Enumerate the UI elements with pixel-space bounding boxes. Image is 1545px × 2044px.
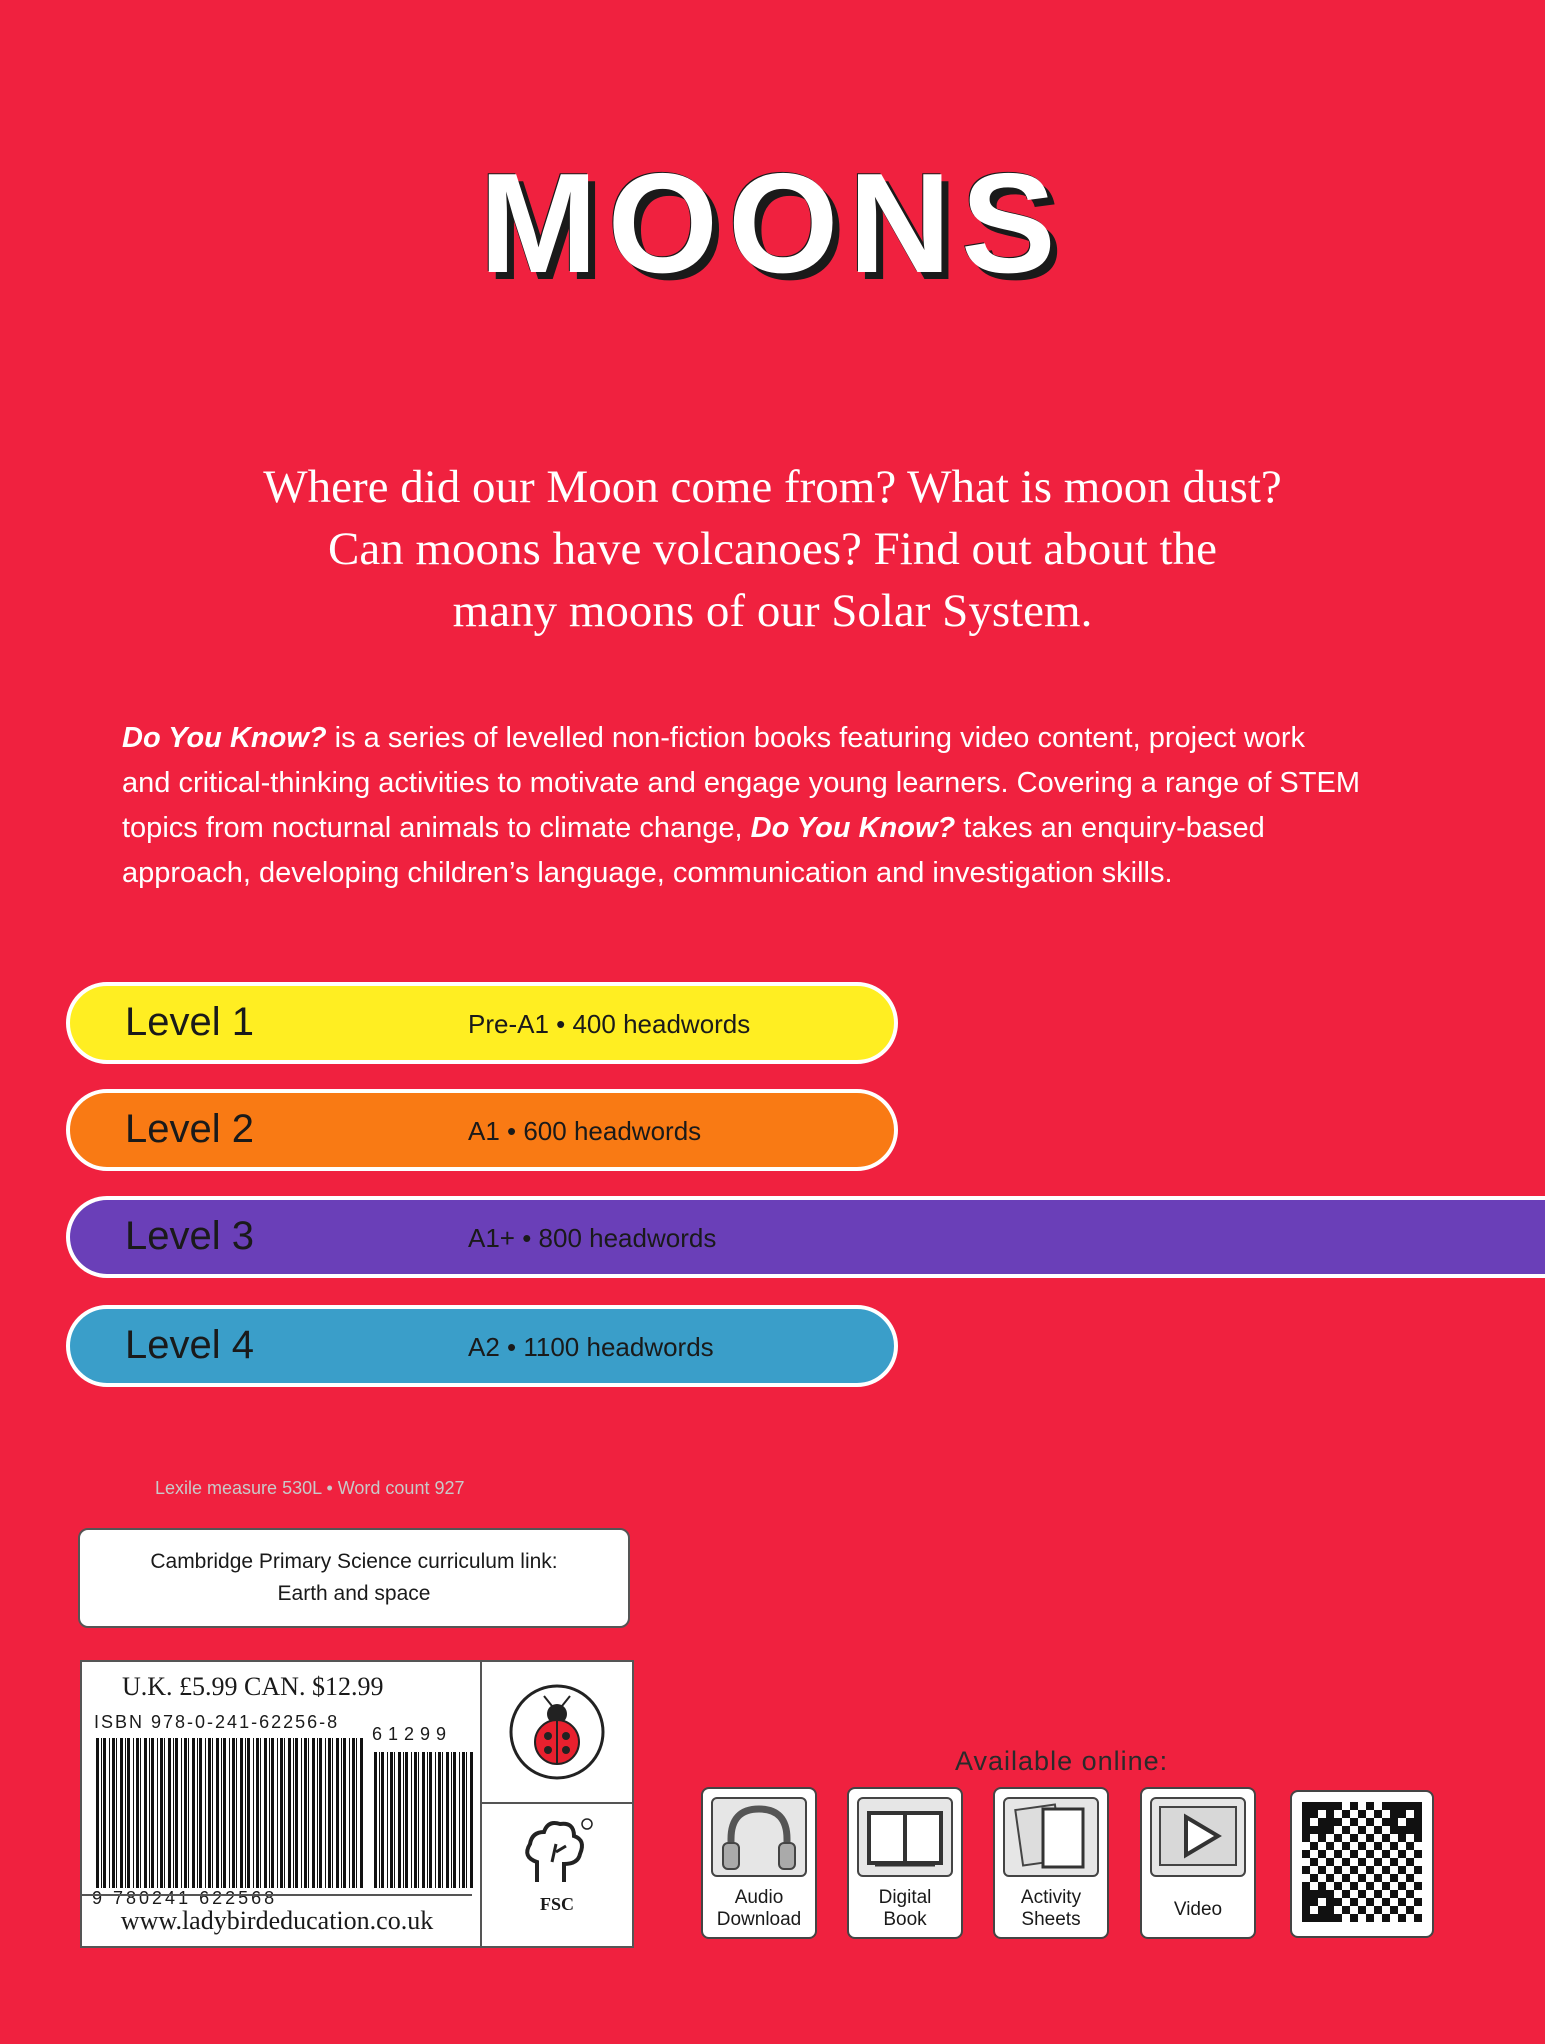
level-info: A1 • 600 headwords — [468, 1116, 702, 1146]
qr-module — [1350, 1850, 1358, 1858]
barcode-bar — [336, 1738, 339, 1888]
barcode-icon — [96, 1738, 364, 1888]
barcode-bar — [429, 1752, 432, 1888]
qr-module — [1350, 1818, 1358, 1826]
qr-module — [1374, 1890, 1382, 1898]
qr-module — [1310, 1842, 1318, 1850]
qr-module — [1398, 1834, 1406, 1842]
qr-module — [1334, 1898, 1342, 1906]
barcode-bar — [422, 1752, 425, 1888]
price: U.K. £5.99 CAN. $12.99 — [122, 1672, 384, 1701]
barcode-bar — [271, 1738, 274, 1888]
series-text: is a series of levelled non-fiction books featuring video content, project work — [326, 722, 1306, 754]
video-button[interactable] — [1140, 1787, 1256, 1939]
barcode-bar — [140, 1738, 141, 1888]
level-bar-3 — [66, 1196, 1545, 1278]
qr-module — [1302, 1866, 1310, 1874]
barcode-box — [80, 1660, 634, 1948]
qr-module — [1318, 1850, 1326, 1858]
qr-module — [1374, 1826, 1382, 1834]
barcode-bar — [116, 1738, 117, 1888]
barcode-bar — [304, 1738, 307, 1888]
sheets-icon — [1003, 1797, 1099, 1877]
qr-module — [1382, 1866, 1390, 1874]
qr-module — [1406, 1906, 1414, 1914]
barcode-bar — [109, 1738, 110, 1888]
qr-module — [1366, 1850, 1374, 1858]
qr-module — [1358, 1842, 1366, 1850]
qr-module — [1374, 1842, 1382, 1850]
qr-module — [1398, 1810, 1406, 1818]
qr-module — [1302, 1898, 1310, 1906]
qr-module — [1414, 1834, 1422, 1842]
barcode-bar — [175, 1738, 178, 1888]
book-title: MOONS — [479, 144, 1066, 303]
qr-module — [1334, 1850, 1342, 1858]
headphones-icon — [711, 1797, 807, 1877]
isbn: ISBN 978-0-241-62256-8 — [94, 1712, 340, 1732]
barcode-bar — [418, 1752, 419, 1888]
online-item-label: Audio Download — [716, 1887, 802, 1930]
qr-module — [1366, 1882, 1374, 1890]
blurb — [0, 456, 1545, 642]
barcode-bar — [394, 1752, 395, 1888]
qr-module — [1310, 1858, 1318, 1866]
curriculum-title: Cambridge Primary Science curriculum link: — [150, 1550, 558, 1573]
barcode-bar — [308, 1738, 309, 1888]
qr-module — [1326, 1874, 1334, 1882]
barcode-bar — [403, 1752, 404, 1888]
barcode-bar — [379, 1752, 380, 1888]
barcode-bar — [247, 1738, 250, 1888]
qr-module — [1318, 1906, 1326, 1914]
qr-module — [1374, 1874, 1382, 1882]
series-text: and critical-thinking activities to motivate and engage young learners. Covering a range of STEM — [122, 767, 1360, 799]
qr-module — [1398, 1882, 1406, 1890]
barcode-bar — [349, 1738, 350, 1888]
barcode-bar — [232, 1738, 235, 1888]
barcode-bar — [398, 1752, 401, 1888]
series-name: Do You Know? — [750, 812, 956, 844]
qr-module — [1366, 1898, 1374, 1906]
barcode-bar — [133, 1738, 134, 1888]
barcode-bar — [149, 1738, 150, 1888]
barcode-bar — [462, 1752, 465, 1888]
qr-module — [1382, 1818, 1390, 1826]
barcode-bar — [199, 1738, 202, 1888]
barcode-bar — [103, 1738, 106, 1888]
qr-module — [1406, 1874, 1414, 1882]
qr-module — [1326, 1818, 1334, 1826]
qr-module — [1302, 1890, 1310, 1898]
qr-module — [1342, 1826, 1350, 1834]
qr-module — [1318, 1802, 1326, 1810]
barcode-bar — [127, 1738, 130, 1888]
qr-module — [1302, 1906, 1310, 1914]
qr-module — [1302, 1826, 1310, 1834]
qr-module — [1342, 1890, 1350, 1898]
qr-module — [1358, 1890, 1366, 1898]
barcode-bar — [136, 1738, 139, 1888]
qr-module — [1326, 1890, 1334, 1898]
level-bar-1 — [66, 982, 898, 1064]
qr-module — [1366, 1866, 1374, 1874]
barcode-bar — [245, 1738, 246, 1888]
qr-module — [1318, 1818, 1326, 1826]
barcode-bar — [414, 1752, 417, 1888]
qr-module — [1318, 1914, 1326, 1922]
activity-sheets-button[interactable] — [993, 1787, 1109, 1939]
series-description — [122, 716, 1442, 896]
qr-module — [1334, 1818, 1342, 1826]
series-text: takes an enquiry-based — [955, 812, 1265, 844]
qr-module — [1406, 1826, 1414, 1834]
barcode-bar — [277, 1738, 278, 1888]
qr-module — [1342, 1842, 1350, 1850]
qr-module — [1318, 1866, 1326, 1874]
qr-module — [1334, 1802, 1342, 1810]
barcode-bar — [451, 1752, 452, 1888]
barcode-bar — [164, 1738, 165, 1888]
barcode-bar — [280, 1738, 283, 1888]
qr-module — [1390, 1810, 1398, 1818]
qr-module — [1326, 1810, 1334, 1818]
qr-module — [1326, 1898, 1334, 1906]
barcode-bar — [319, 1738, 322, 1888]
qr-module — [1382, 1850, 1390, 1858]
barcode-addon-icon — [374, 1752, 474, 1888]
qr-module — [1366, 1802, 1374, 1810]
barcode-bar — [256, 1738, 259, 1888]
series-name: Do You Know? — [122, 722, 327, 754]
qr-module — [1406, 1842, 1414, 1850]
qr-module — [1398, 1826, 1406, 1834]
fsc-label: FSC — [539, 1894, 574, 1914]
barcode-bar — [260, 1738, 261, 1888]
qr-module — [1366, 1818, 1374, 1826]
qr-module — [1318, 1890, 1326, 1898]
qr-module — [1414, 1810, 1422, 1818]
qr-module — [1374, 1906, 1382, 1914]
barcode-bar — [229, 1738, 230, 1888]
barcode-bar — [446, 1752, 449, 1888]
barcode-bar — [96, 1738, 99, 1888]
barcode-bar — [221, 1738, 222, 1888]
barcode-bar — [181, 1738, 182, 1888]
barcode-bar — [381, 1752, 384, 1888]
blurb-line: Can moons have volcanoes? Find out about the — [328, 523, 1217, 575]
qr-module — [1382, 1898, 1390, 1906]
qr-module — [1310, 1810, 1318, 1818]
qr-module — [1350, 1866, 1358, 1874]
barcode-bar — [197, 1738, 198, 1888]
barcode-bar — [352, 1738, 355, 1888]
qr-module — [1350, 1882, 1358, 1890]
barcode-bar — [341, 1738, 342, 1888]
barcode-bar — [466, 1752, 467, 1888]
logo-column — [480, 1662, 632, 1946]
barcode-bar — [387, 1752, 388, 1888]
qr-module — [1398, 1850, 1406, 1858]
barcode-bar — [216, 1738, 219, 1888]
barcode-bar — [390, 1752, 393, 1888]
qr-code[interactable] — [1290, 1790, 1434, 1938]
qr-module — [1350, 1898, 1358, 1906]
blurb-line: Where did our Moon come from? What is moon dust? — [263, 461, 1282, 513]
barcode-bar — [184, 1738, 187, 1888]
qr-module — [1302, 1914, 1310, 1922]
barcode-bar — [332, 1738, 333, 1888]
online-item-label: Video — [1173, 1899, 1223, 1920]
level-bar-2 — [66, 1089, 898, 1171]
qr-module — [1318, 1834, 1326, 1842]
barcode-bar — [453, 1752, 456, 1888]
qr-module — [1366, 1914, 1374, 1922]
website: www.ladybirdeducation.co.uk — [82, 1894, 472, 1946]
qr-module — [1302, 1810, 1310, 1818]
qr-module — [1414, 1898, 1422, 1906]
qr-module — [1414, 1914, 1422, 1922]
ladybird-logo — [482, 1662, 632, 1804]
barcode-addon-digits: 61299 — [372, 1724, 453, 1744]
qr-module — [1390, 1802, 1398, 1810]
qr-module — [1390, 1818, 1398, 1826]
barcode-bar — [343, 1738, 346, 1888]
qr-module — [1374, 1810, 1382, 1818]
curriculum-link-box — [78, 1528, 630, 1628]
barcode-bar — [284, 1738, 285, 1888]
qr-module — [1342, 1810, 1350, 1818]
barcode-bar — [459, 1752, 460, 1888]
qr-module — [1334, 1882, 1342, 1890]
barcode-bar — [374, 1752, 377, 1888]
qr-module — [1398, 1914, 1406, 1922]
qr-module — [1326, 1906, 1334, 1914]
level-info: Pre-A1 • 400 headwords — [468, 1009, 751, 1039]
qr-module — [1350, 1914, 1358, 1922]
qr-module — [1334, 1834, 1342, 1842]
barcode-bar — [160, 1738, 163, 1888]
barcode-bar — [360, 1738, 363, 1888]
qr-module — [1350, 1802, 1358, 1810]
curriculum-topic: Earth and space — [277, 1582, 431, 1605]
qr-module — [1406, 1802, 1414, 1810]
qr-module — [1310, 1802, 1318, 1810]
qr-module — [1310, 1890, 1318, 1898]
level-name: Level 1 — [125, 1000, 254, 1044]
qr-module — [1398, 1802, 1406, 1810]
tree-icon — [482, 1802, 632, 1892]
qr-module — [1310, 1898, 1318, 1906]
qr-module — [1358, 1826, 1366, 1834]
qr-module — [1334, 1914, 1342, 1922]
barcode-bar — [212, 1738, 213, 1888]
qr-module — [1302, 1834, 1310, 1842]
series-text: topics from nocturnal animals to climate change, — [122, 812, 751, 844]
qr-module — [1302, 1882, 1310, 1890]
barcode-bar — [144, 1738, 147, 1888]
qr-module — [1302, 1818, 1310, 1826]
qr-module — [1326, 1914, 1334, 1922]
barcode-bar — [470, 1752, 473, 1888]
qr-module — [1382, 1802, 1390, 1810]
qr-module — [1358, 1858, 1366, 1866]
barcode-bar — [236, 1738, 237, 1888]
qr-module — [1326, 1802, 1334, 1810]
qr-module — [1390, 1874, 1398, 1882]
qr-module — [1326, 1858, 1334, 1866]
barcode-bar — [223, 1738, 226, 1888]
qr-module — [1414, 1826, 1422, 1834]
online-item-label: Activity Sheets — [1020, 1887, 1082, 1930]
qr-module — [1302, 1850, 1310, 1858]
audio-download-button[interactable] — [701, 1787, 817, 1939]
barcode-bar — [112, 1738, 115, 1888]
qr-module — [1358, 1810, 1366, 1818]
qr-module — [1390, 1826, 1398, 1834]
barcode-bar — [317, 1738, 318, 1888]
qr-module — [1374, 1858, 1382, 1866]
barcode-bar — [101, 1738, 102, 1888]
qr-module — [1406, 1818, 1414, 1826]
qr-module — [1302, 1802, 1310, 1810]
level-info: A2 • 1100 headwords — [468, 1332, 714, 1362]
book-icon — [857, 1797, 953, 1877]
qr-module — [1334, 1866, 1342, 1874]
level-bar-4 — [66, 1305, 898, 1387]
barcode-bar — [405, 1752, 408, 1888]
qr-module — [1398, 1898, 1406, 1906]
available-online-heading: Available online: — [955, 1746, 1169, 1776]
barcode-bar — [125, 1738, 126, 1888]
blurb-line: many moons of our Solar System. — [452, 585, 1093, 637]
barcode-bar — [269, 1738, 270, 1888]
play-icon — [1150, 1797, 1246, 1877]
qr-module — [1358, 1874, 1366, 1882]
barcode-bar — [325, 1738, 326, 1888]
level-info: A1+ • 800 headwords — [468, 1223, 717, 1253]
barcode-bar — [253, 1738, 254, 1888]
level-name: Level 3 — [125, 1214, 254, 1258]
barcode-bar — [168, 1738, 171, 1888]
barcode-bar — [288, 1738, 291, 1888]
qr-module — [1414, 1850, 1422, 1858]
qr-module — [1414, 1866, 1422, 1874]
fsc-logo — [482, 1802, 632, 1948]
digital-book-button[interactable] — [847, 1787, 963, 1939]
barcode-bar — [240, 1738, 243, 1888]
level-name: Level 4 — [125, 1323, 254, 1367]
barcode-bar — [411, 1752, 412, 1888]
qr-module — [1382, 1882, 1390, 1890]
lexile-measure: Lexile measure 530L • Word count 927 — [155, 1478, 465, 1498]
level-name: Level 2 — [125, 1107, 254, 1151]
qr-module — [1318, 1826, 1326, 1834]
qr-module — [1310, 1826, 1318, 1834]
barcode-bar — [427, 1752, 428, 1888]
qr-code-icon — [1292, 1792, 1432, 1936]
online-item-label: Digital Book — [878, 1887, 932, 1930]
ladybird-icon — [482, 1662, 632, 1802]
barcode-bar — [264, 1738, 267, 1888]
barcode-bar — [301, 1738, 302, 1888]
qr-module — [1326, 1826, 1334, 1834]
qr-module — [1326, 1842, 1334, 1850]
barcode-bar — [438, 1752, 441, 1888]
barcode-bar — [312, 1738, 315, 1888]
qr-module — [1390, 1906, 1398, 1914]
barcode-bar — [157, 1738, 158, 1888]
barcode-bar — [208, 1738, 211, 1888]
qr-module — [1398, 1866, 1406, 1874]
qr-module — [1366, 1834, 1374, 1842]
qr-module — [1318, 1882, 1326, 1890]
qr-module — [1342, 1858, 1350, 1866]
barcode-bar — [435, 1752, 436, 1888]
qr-module — [1390, 1858, 1398, 1866]
qr-module — [1406, 1890, 1414, 1898]
qr-module — [1342, 1874, 1350, 1882]
qr-module — [1342, 1906, 1350, 1914]
barcode-bar — [192, 1738, 195, 1888]
qr-module — [1382, 1914, 1390, 1922]
qr-module — [1414, 1882, 1422, 1890]
barcode-bar — [293, 1738, 294, 1888]
qr-module — [1358, 1906, 1366, 1914]
qr-module — [1382, 1834, 1390, 1842]
qr-module — [1414, 1818, 1422, 1826]
qr-module — [1350, 1834, 1358, 1842]
qr-module — [1390, 1842, 1398, 1850]
barcode-bar — [295, 1738, 298, 1888]
barcode-bar — [442, 1752, 443, 1888]
qr-module — [1310, 1874, 1318, 1882]
qr-module — [1390, 1890, 1398, 1898]
barcode-bar — [356, 1738, 357, 1888]
qr-module — [1414, 1802, 1422, 1810]
barcode-bar — [120, 1738, 123, 1888]
barcode-bar — [328, 1738, 331, 1888]
barcode-bar — [151, 1738, 154, 1888]
barcode-bar — [188, 1738, 189, 1888]
barcode-bar — [205, 1738, 206, 1888]
series-text: approach, developing children’s language, communication and investigation skills. — [122, 857, 1173, 889]
barcode-digits: 9 780241 622568 — [92, 1888, 278, 1908]
barcode-bar — [173, 1738, 174, 1888]
qr-module — [1310, 1914, 1318, 1922]
qr-module — [1406, 1858, 1414, 1866]
